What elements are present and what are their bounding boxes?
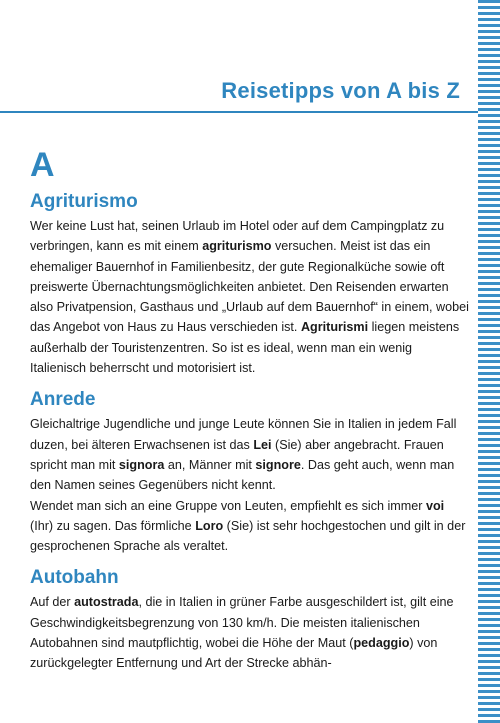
text-run: . Das geht auch, wenn man den Namen seines Gegenübers nicht kennt. [30, 457, 455, 493]
entry-paragraph [30, 592, 470, 673]
text-run: Gleichaltrige Jugendliche und junge Leute können Sie in Italien in jedem Fall duzen, bei älteren Erwachsenen ist das [30, 417, 457, 452]
bold-term: agriturismo [202, 239, 272, 254]
entry-title: Autobahn [30, 567, 119, 589]
section-letter: A [30, 146, 55, 184]
text-run: (Sie) aber angebracht. Frauen spricht man mit [30, 437, 444, 472]
entry-paragraph [30, 414, 470, 495]
bold-term: signora [118, 457, 165, 472]
text-run: ) von zurückgelegter Entfernung und Art der Strecke abhän- [30, 636, 438, 671]
bold-term: Lei [253, 437, 272, 452]
page-title: Reisetipps von A bis Z [221, 78, 460, 103]
entry-title: Anrede [30, 389, 96, 411]
text-run: liegen meistens außerhalb der Touristenzentren. So ist es ideal, wenn man ein wenig Italienisch beherrscht und motorisiert ist. [30, 320, 460, 376]
entry-title: Agriturismo [30, 191, 138, 212]
bold-term: autostrada [74, 595, 139, 610]
entry-paragraph [30, 216, 470, 378]
entry [30, 388, 470, 556]
bold-term: Loro [195, 518, 224, 533]
bold-term: voi [425, 498, 445, 513]
text-run: Wer keine Lust hat, seinen Urlaub im Hotel oder auf dem Campingplatz zu verbringen, kann es mit einem [30, 219, 445, 254]
page-edge-stripes [478, 0, 500, 723]
page-header [0, 74, 478, 114]
text-run: versuchen. Meist ist das ein ehemaliger Bauernhof in Familienbesitz, der gute Regionalküche sowie oft preiswerte Übernachtungsmöglichkeiten anbietet. Den Reisenden erwarten also Privatpension, Gasthaus und „Urlaub auf dem Bauernhof“ in einem, wobei das Angebot von Haus zu Haus verschieden ist. [30, 239, 469, 335]
bold-term: Agriturismi [300, 320, 369, 335]
text-run: Auf der [30, 595, 75, 610]
text-run: Wendet man sich an eine Gruppe von Leuten, empfiehlt es sich immer [30, 498, 426, 513]
entry [30, 190, 470, 378]
text-run: (Ihr) zu sagen. Das förmliche [30, 518, 196, 533]
text-run: , die in Italien in grüner Farbe ausgeschildert ist, gilt eine Geschwindigkeitsbegrenzung von 130 km/h. Die meisten italienischen Autobahnen sind mautpflichtig, wobei die Höhe der Maut ( [30, 595, 454, 651]
bold-term: pedaggio [353, 636, 410, 651]
entry [30, 566, 470, 673]
bold-term: signore [255, 457, 301, 472]
entry-paragraph [30, 496, 470, 557]
text-run: (Sie) ist sehr hochgestochen und gilt in der gesprochenen Sprache als veraltet. [30, 518, 466, 554]
entries-content [30, 190, 470, 684]
header-rule [0, 111, 478, 113]
text-run: an, Männer mit [164, 457, 256, 472]
